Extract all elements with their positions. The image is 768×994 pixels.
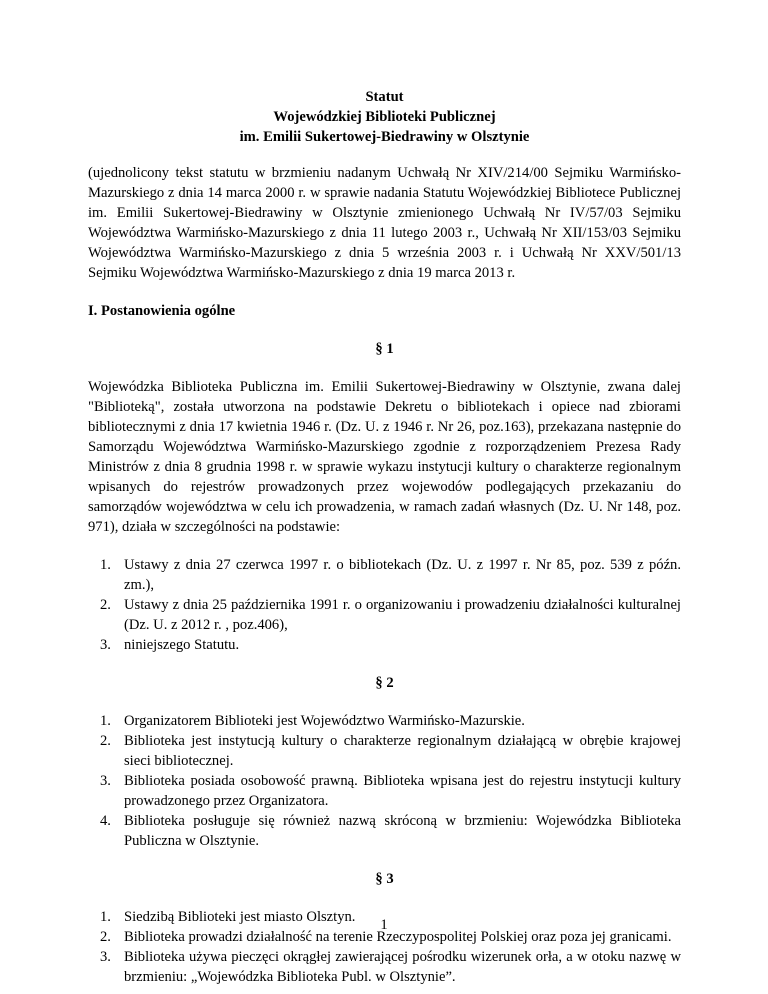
list-number: 3. [100,773,111,789]
list-item [88,811,681,851]
paragraph-mark-2: § 2 [375,675,394,691]
list-item [88,711,681,731]
list-item-text: Organizatorem Biblioteki jest Województwo Warmińsko-Mazurskie. [124,713,525,729]
list-number: 2. [100,733,111,749]
title-line-2: Wojewódzkiej Biblioteki Publicznej [273,109,496,125]
list-number: 1. [100,713,111,729]
page-number: 1 [380,917,388,933]
list-item [88,731,681,771]
list-item-text: Biblioteka jest instytucją kultury o charakterze regionalnym działającą w obrębie krajowej sieci bibliotecznej. [124,733,681,769]
list-item-text: Siedzibą Biblioteki jest miasto Olsztyn. [124,909,356,925]
list-item-text: Biblioteka posługuje się również nazwą skróconą w brzmieniu: Wojewódzka Biblioteka Publiczna w Olsztynie. [124,813,681,849]
section-heading: I. Postanowienia ogólne [88,303,236,319]
list-number: 1. [100,909,111,925]
title-line-1: Statut [365,89,404,105]
list-item-text: Biblioteka prowadzi działalność na terenie Rzeczypospolitej Polskiej oraz poza jej granicami. [124,929,672,945]
intro-paragraph: (ujednolicony tekst statutu w brzmieniu nadanym Uchwałą Nr XIV/214/00 Sejmiku Warmińsko-Mazurskiego z dnia 14 marca 2000 r. w sprawie nadania Statutu Wojewódzkiej Bibliotece Publicznej im. Emilii Sukertowej-Biedrawiny w Olsztynie zmienionego Uchwałą Nr IV/57/03 Sejmiku Województwa Warmińsko-Mazurskiego z dnia 11 lutego 2003 r., Uchwałą Nr XII/153/03 Sejmiku Województwa Warmińsko-Mazurskiego z dnia 5 września 2003 r. i Uchwałą Nr XXV/501/13 Sejmiku Województwa Warmińsko-Mazurskiego z dnia 19 marca 2013 r. [88,165,681,281]
list-item [88,635,681,655]
paragraph-1-text: Wojewódzka Biblioteka Publiczna im. Emilii Sukertowej-Biedrawiny w Olsztynie, zwana dalej "Biblioteką", została utworzona na podstawie Dekretu o bibliotekach i opiece nad zbiorami bibliotecznymi z dnia 17 kwietnia 1946 r. (Dz. U. z 1946 r. Nr 26, poz.163), przekazana następnie do Samorządu Województwa Warmińsko-Mazurskiego zgodnie z rozporządzeniem Prezesa Rady Ministrów z dnia 8 grudnia 1998 r. w sprawie wykazu instytucji kultury o charakterze regionalnym wpisanych do rejestrów prowadzonych przez wojewodów podlegających przekazaniu do samorządów województwa w celu ich prowadzenia, w ramach zadań własnych (Dz. U. Nr 148, poz. 971), działa w szczególności na podstawie: [88,379,681,535]
list-number: 2. [100,929,111,945]
list-number: 3. [100,637,111,653]
list-number: 2. [100,597,111,613]
list-number: 3. [100,949,111,965]
list-number: 4. [100,813,111,829]
list-item [88,771,681,811]
paragraph-mark-3: § 3 [375,871,394,887]
list-number: 1. [100,557,111,573]
list-item-text: niniejszego Statutu. [124,637,240,653]
list-item [88,555,681,595]
list-item-text: Biblioteka posiada osobowość prawną. Biblioteka wpisana jest do rejestru instytucji kultury prowadzonego przez Organizatora. [124,773,681,809]
list-item-text: Biblioteka używa pieczęci okrągłej zawierającej pośrodku wizerunek orła, a w otoku nazwę w brzmieniu: „Wojewódzka Biblioteka Publ. w Olsztynie”. [124,949,681,985]
list-item-text: Ustawy z dnia 27 czerwca 1997 r. o bibliotekach (Dz. U. z 1997 r. Nr 85, poz. 539 z późn. zm.), [124,557,681,593]
list-item-text: Ustawy z dnia 25 października 1991 r. o organizowaniu i prowadzeniu działalności kulturalnej (Dz. U. z 2012 r. , poz.406), [124,597,681,633]
list-item [88,947,681,987]
document-title [88,87,681,147]
document-page [88,87,681,987]
list-item [88,595,681,635]
paragraph-1-list [88,555,681,655]
paragraph-2-list [88,711,681,851]
title-line-3: im. Emilii Sukertowej-Biedrawiny w Olsztynie [239,129,530,145]
paragraph-mark-1: § 1 [375,341,394,357]
